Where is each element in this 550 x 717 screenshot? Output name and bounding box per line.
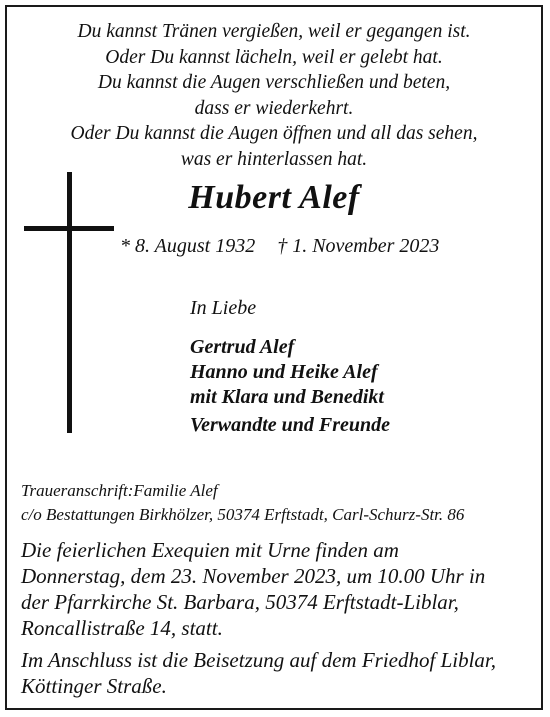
poem-line: was er hinterlassen hat.: [180, 148, 368, 170]
deceased-name: Hubert Alef: [188, 179, 360, 216]
burial-line: Im Anschluss ist die Beisetzung auf dem Friedhof Liblar,: [21, 648, 497, 672]
poem-line: Du kannst die Augen verschließen und beten,: [97, 72, 451, 94]
burial-line: Köttinger Straße.: [21, 674, 167, 698]
poem-line: Oder Du kannst lächeln, weil er gelebt hat.: [105, 46, 443, 68]
obituary-notice: [5, 5, 543, 710]
poem-line: dass er wiederkehrt.: [194, 97, 354, 119]
mourning-address: [21, 479, 464, 527]
mourner-line: Hanno und Heike Alef: [190, 361, 378, 383]
ceremony-line: Donnerstag, dem 23. November 2023, um 10.00 Uhr in: [21, 564, 486, 588]
birth-date: * 8. August 1932: [120, 235, 256, 257]
ceremony-line: der Pfarrkirche St. Barbara, 50374 Erftstadt-Liblar,: [21, 590, 459, 614]
mourner-line: Gertrud Alef: [190, 336, 295, 358]
relatives-line: Verwandte und Freunde: [190, 414, 391, 436]
ceremony-line: Die feierlichen Exequien mit Urne finden am: [21, 538, 399, 562]
address-line: c/o Bestattungen Birkhölzer, 50374 Erftstadt, Carl-Schurz-Str. 86: [21, 505, 465, 524]
mourner-line: mit Klara und Benedikt: [190, 386, 384, 408]
burial-announcement: [21, 647, 496, 699]
death-date: † 1. November 2023: [277, 235, 440, 257]
address-line: Traueranschrift:Familie Alef: [21, 481, 218, 500]
cross-icon-horizontal-bar: [24, 226, 114, 231]
poem-line: Oder Du kannst die Augen öffnen und all das sehen,: [70, 123, 478, 145]
mourners-intro: In Liebe: [190, 297, 257, 319]
ceremony-announcement: [21, 537, 485, 641]
mourners-list: [190, 335, 384, 410]
poem: [7, 19, 541, 173]
life-dates: [120, 235, 439, 258]
poem-line: Du kannst Tränen vergießen, weil er gegangen ist.: [77, 21, 471, 42]
ceremony-line: Roncallistraße 14, statt.: [21, 616, 223, 640]
